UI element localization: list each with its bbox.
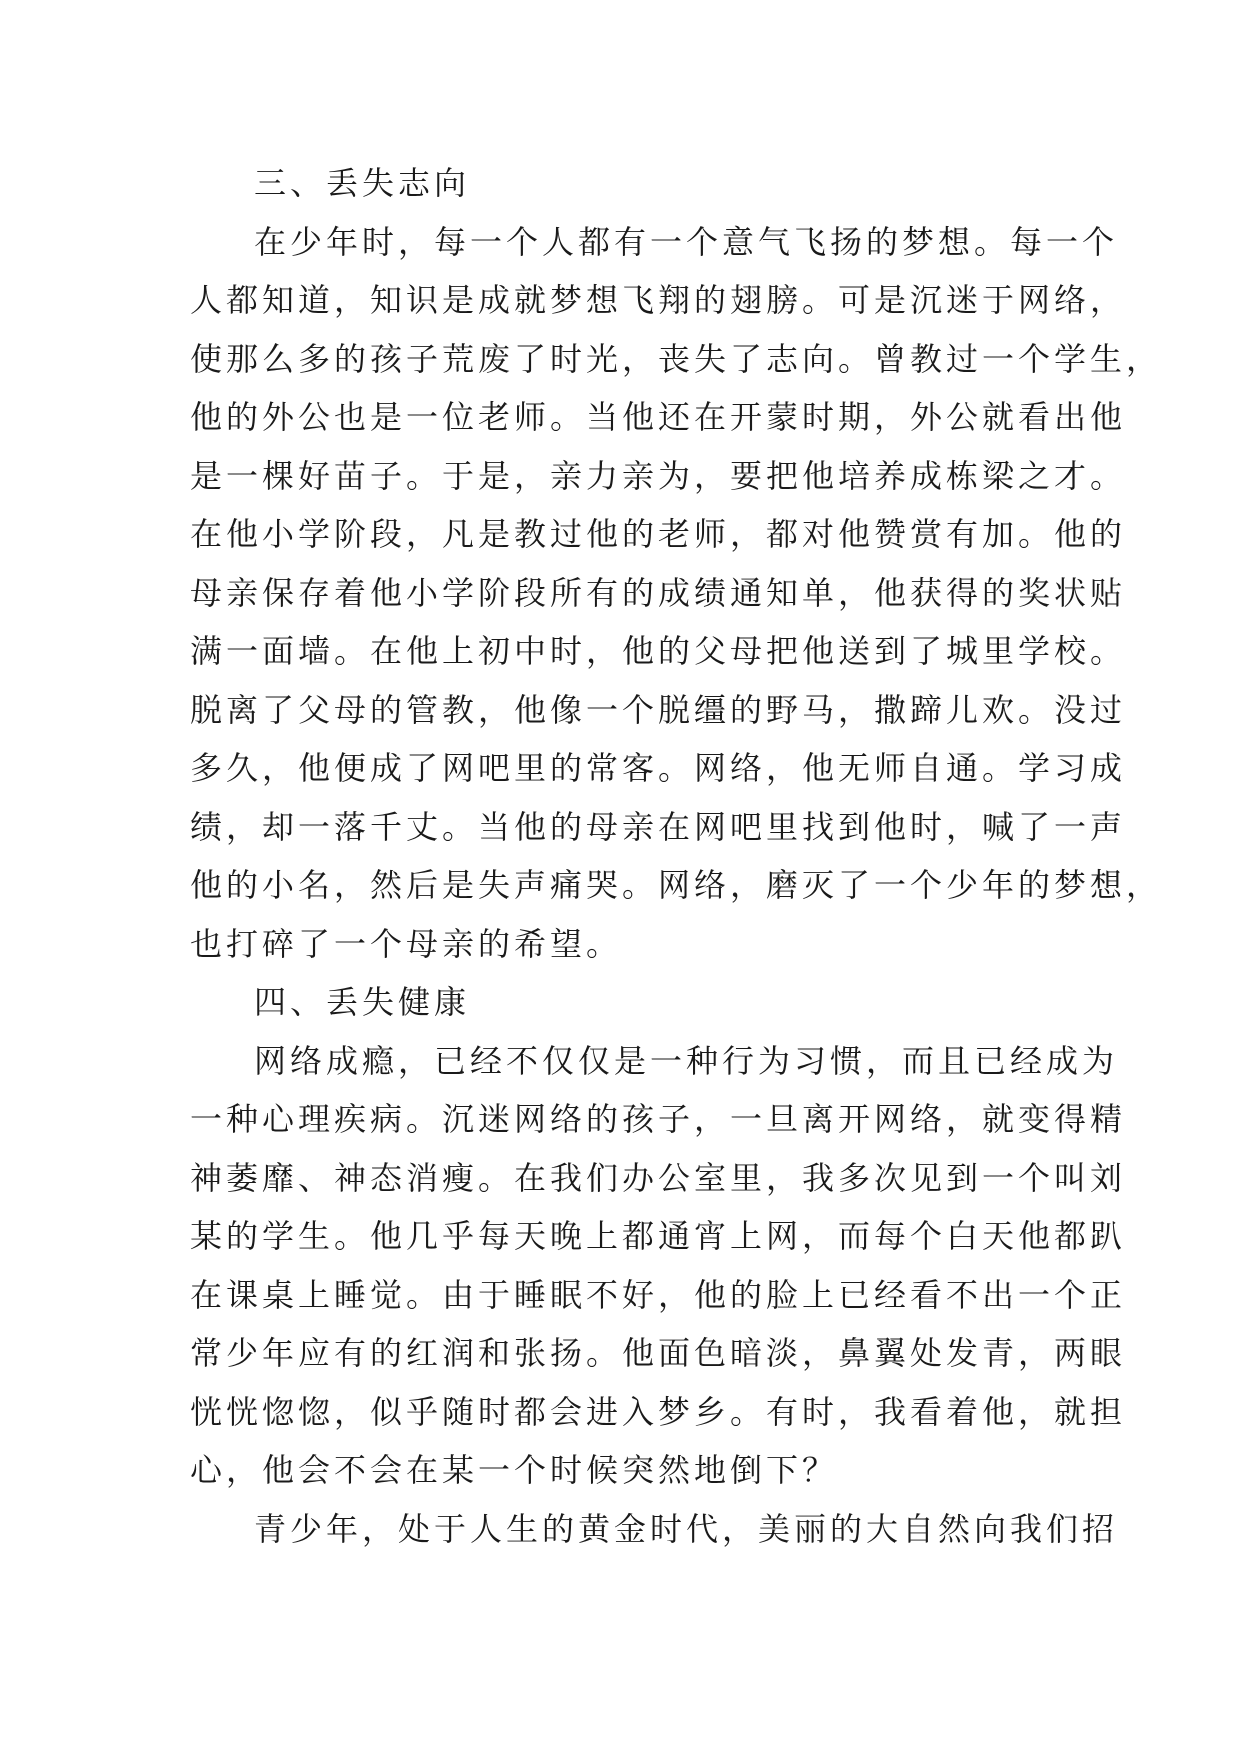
section-heading: 四、丢失健康 (254, 983, 471, 1021)
text-line: 也打碎了一个母亲的希望。 (190, 924, 623, 963)
text-line: 在少年时，每一个人都有一个意气飞扬的梦想。每一个 (254, 222, 1119, 261)
text-line: 恍恍惚惚，似乎随时都会进入梦乡。有时，我看着他，就担 (190, 1392, 1127, 1431)
text-line: 神萎靡、神态消瘦。在我们办公室里，我多次见到一个叫刘 (190, 1158, 1127, 1197)
text-line: 满一面墙。在他上初中时，他的父母把他送到了城里学校。 (190, 632, 1127, 670)
text-line: 在他小学阶段，凡是教过他的老师，都对他赞赏有加。他的 (190, 515, 1127, 553)
text-line: 人都知道，知识是成就梦想飞翔的翅膀。可是沉迷于网络， (190, 281, 1127, 319)
text-line: 青少年，处于人生的黄金时代，美丽的大自然向我们招 (254, 1509, 1119, 1548)
section-heading: 三、丢失志向 (254, 164, 471, 202)
text-line: 一种心理疾病。沉迷网络的孩子，一旦离开网络，就变得精 (190, 1100, 1127, 1138)
text-line: 他的小名，然后是失声痛哭。网络，磨灭了一个少年的梦想， (190, 866, 1163, 904)
text-line: 绩，却一落千丈。当他的母亲在网吧里找到他时，喊了一声 (190, 807, 1127, 846)
text-line: 是一棵好苗子。于是，亲力亲为，要把他培养成栋梁之才。 (190, 456, 1127, 495)
text-line: 使那么多的孩子荒废了时光，丧失了志向。曾教过一个学生， (190, 339, 1163, 378)
text-line: 他的外公也是一位老师。当他还在开蒙时期，外公就看出他 (190, 398, 1127, 436)
text-line: 脱离了父母的管教，他像一个脱缰的野马，撒蹄儿欢。没过 (190, 690, 1127, 729)
text-line: 在课桌上睡觉。由于睡眠不好，他的脸上已经看不出一个正 (190, 1275, 1127, 1314)
text-line: 常少年应有的红润和张扬。他面色暗淡，鼻翼处发青，两眼 (190, 1334, 1127, 1372)
text-line: 母亲保存着他小学阶段所有的成绩通知单，他获得的奖状贴 (190, 573, 1127, 612)
text-line: 心，他会不会在某一个时候突然地倒下？ (190, 1451, 839, 1489)
text-line: 某的学生。他几乎每天晚上都通宵上网，而每个白天他都趴 (190, 1217, 1127, 1255)
body-text (190, 154, 1163, 1558)
text-line: 网络成瘾，已经不仅仅是一种行为习惯，而且已经成为 (254, 1041, 1119, 1080)
text-line: 多久，他便成了网吧里的常客。网络，他无师自通。学习成 (190, 749, 1127, 787)
